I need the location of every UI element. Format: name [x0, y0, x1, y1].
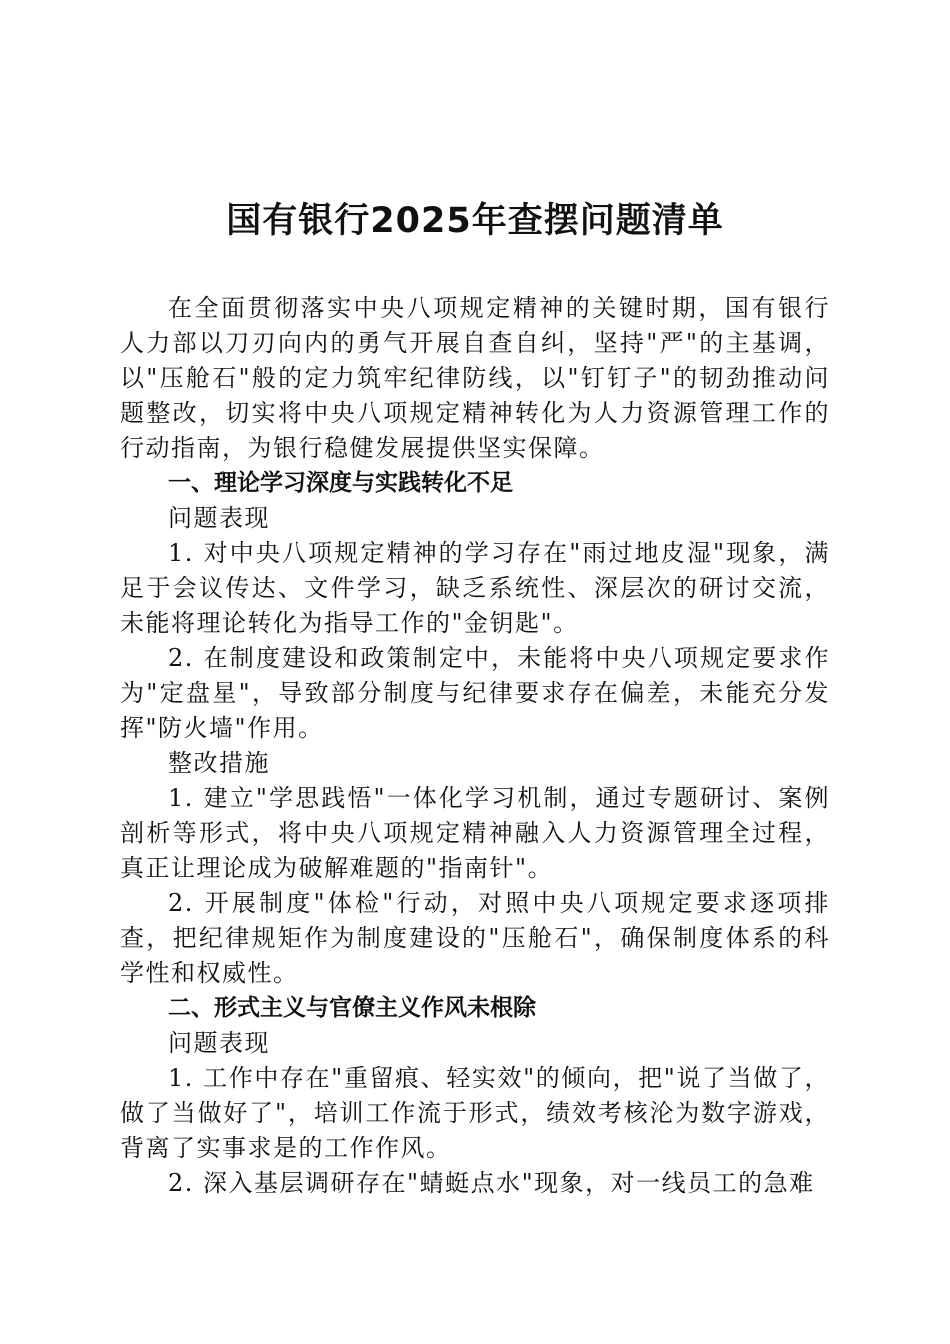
section-2-problem-2: 2. 深入基层调研存在"蜻蜓点水"现象，对一线员工的急难	[168, 1169, 815, 1197]
section-1-measure-2: 2. 开展制度"体检"行动，对照中央八项规定要求逐项排查，把纪律规矩作为制度建设的"压舱石"，确保制度体系的科学性和权威性。	[120, 889, 830, 987]
document-body	[120, 291, 830, 1201]
section-2-problem-1: 1. 工作中存在"重留痕、轻实效"的倾向，把"说了当做了，做了当做好了"，培训工作流于形式，绩效考核沦为数字游戏，背离了实事求是的工作作风。	[120, 1064, 830, 1162]
document-title: 国有银行2025年查摆问题清单	[226, 201, 724, 241]
section-2-problems-label: 问题表现	[168, 1029, 270, 1057]
section-1-measure-1: 1. 建立"学思践悟"一体化学习机制，通过专题研讨、案例剖析等形式，将中央八项规定精神融入人力资源管理全过程，真正让理论成为破解难题的"指南针"。	[120, 784, 830, 882]
section-2-heading: 二、形式主义与官僚主义作风未根除	[168, 995, 536, 1021]
section-1-measures-label: 整改措施	[168, 749, 270, 777]
intro-paragraph: 在全面贯彻落实中央八项规定精神的关键时期，国有银行人力部以刀刃向内的勇气开展自查自纠，坚持"严"的主基调，以"压舱石"般的定力筑牢纪律防线，以"钉钉子"的韧劲推动问题整改，切实将中央八项规定精神转化为人力资源管理工作的行动指南，为银行稳健发展提供坚实保障。	[120, 294, 830, 462]
section-1-problem-2: 2. 在制度建设和政策制定中，未能将中央八项规定要求作为"定盘星"，导致部分制度与纪律要求存在偏差，未能充分发挥"防火墙"作用。	[120, 644, 830, 742]
section-1-problems-label: 问题表现	[168, 504, 270, 532]
section-1-heading: 一、理论学习深度与实践转化不足	[168, 470, 513, 496]
section-1-problem-1: 1. 对中央八项规定精神的学习存在"雨过地皮湿"现象，满足于会议传达、文件学习，缺乏系统性、深层次的研讨交流，未能将理论转化为指导工作的"金钥匙"。	[120, 539, 830, 637]
